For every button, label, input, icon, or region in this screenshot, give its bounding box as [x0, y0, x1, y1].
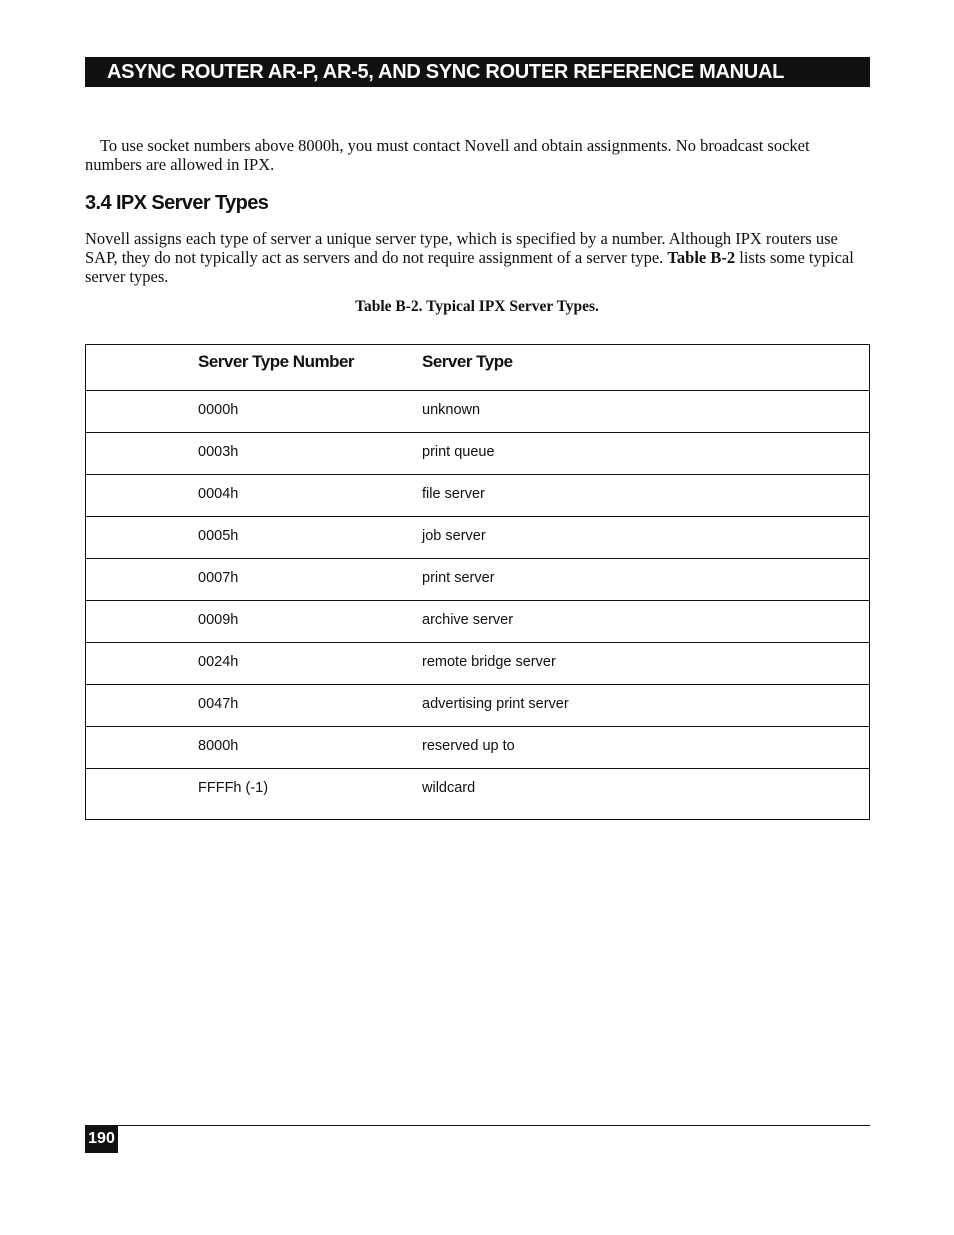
- server-type-number: 0005h: [198, 528, 239, 544]
- table-row: [86, 433, 869, 475]
- server-type-name: print server: [422, 570, 495, 586]
- running-header: ASYNC ROUTER AR-P, AR-5, AND SYNC ROUTER REFERENCE MANUAL: [85, 57, 870, 87]
- server-type-number: 0009h: [198, 612, 239, 628]
- table-row: [86, 391, 869, 433]
- table-row: [86, 601, 869, 643]
- footer-rule: [85, 1125, 870, 1126]
- table-row: [86, 517, 869, 559]
- server-type-name: file server: [422, 486, 485, 502]
- server-type-name: unknown: [422, 402, 481, 418]
- section-text-end: lists some typical server types.: [85, 248, 854, 286]
- table-row: [86, 685, 869, 727]
- server-type-name: job server: [422, 528, 486, 544]
- server-type-number: 8000h: [198, 738, 239, 754]
- table-row: [86, 727, 869, 769]
- page-number: 190: [85, 1125, 118, 1153]
- section-text-start: Novell assigns each type of server a unique server type, which is specified by a number. Although IPX routers use SAP, they do not typically act as servers and do not require assignment of a server type.: [85, 229, 838, 267]
- section-paragraph: [85, 229, 870, 286]
- server-type-name: advertising print server: [422, 696, 569, 712]
- table-row: [86, 643, 869, 685]
- table-header-row: [86, 345, 869, 391]
- column-header-number: Server Type Number: [198, 352, 355, 371]
- server-type-name: archive server: [422, 612, 514, 628]
- server-type-name: reserved up to: [422, 738, 515, 754]
- server-type-number: 0000h: [198, 402, 239, 418]
- server-type-number: 0003h: [198, 444, 239, 460]
- server-type-number: 0024h: [198, 654, 239, 670]
- server-type-number: 0047h: [198, 696, 239, 712]
- section-heading: 3.4 IPX Server Types: [85, 192, 269, 214]
- table-row: [86, 475, 869, 517]
- column-header-type: Server Type: [422, 352, 513, 371]
- server-type-number: 0004h: [198, 486, 239, 502]
- server-type-name: wildcard: [422, 780, 476, 796]
- server-type-number: FFFFh (-1): [198, 780, 269, 796]
- server-type-name: print queue: [422, 444, 495, 460]
- table-row: [86, 559, 869, 601]
- table-caption: Table B-2. Typical IPX Server Types.: [355, 298, 599, 315]
- server-type-name: remote bridge server: [422, 654, 556, 670]
- table-reference: Table B-2: [667, 248, 736, 267]
- table-row: [86, 769, 869, 819]
- intro-paragraph: To use socket numbers above 8000h, you must contact Novell and obtain assignments. No broadcast socket numbers are allowed in IPX.: [85, 136, 810, 174]
- server-type-number: 0007h: [198, 570, 239, 586]
- server-types-table: [85, 344, 870, 820]
